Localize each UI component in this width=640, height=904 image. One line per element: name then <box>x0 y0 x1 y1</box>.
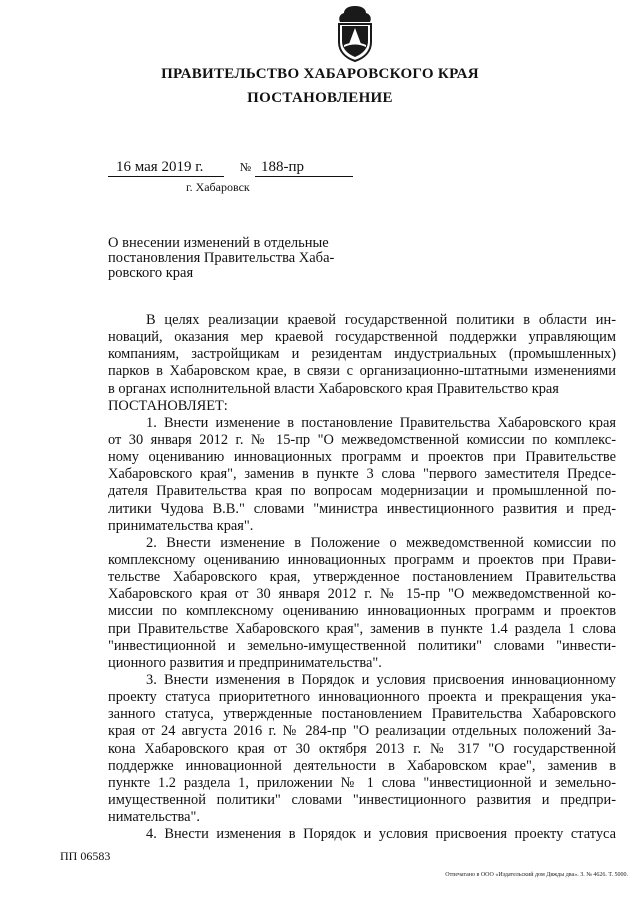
body-line: принимательства края". <box>108 517 254 534</box>
document-code: ПП 06583 <box>60 849 111 863</box>
document-subject <box>108 236 348 281</box>
body-line: В целях реализации краевой государственной политики в области ин- <box>146 312 616 328</box>
document-city: г. Хабаровск <box>186 180 250 194</box>
document-type: ПОСТАНОВЛЕНИЕ <box>247 90 393 106</box>
body-line: миссии по комплексному оцениванию инновационных программ и проектов <box>108 603 616 620</box>
body-line: при Правительстве Хабаровского края", заменив в пункте 1.4 раздела 1 слова <box>108 620 616 637</box>
document-date: 16 мая 2019 г. <box>108 159 224 177</box>
body-line: поддержке инновационной деятельности в Хабаровском крае", заменив в <box>108 757 616 774</box>
body-line: комплексному оцениванию инновационных программ и проектов при Прави- <box>108 551 616 568</box>
body-line: 4. Внести изменения в Порядок и условия присвоения проекту статуса <box>146 826 616 843</box>
body-line: "инвестиционной и земельно-имущественной политики" словами "инвести- <box>108 637 616 654</box>
document-body <box>108 312 616 843</box>
body-line: парков в Хабаровском крае, в связи с организационно-штатными изменениями <box>108 363 616 380</box>
body-line: ПОСТАНОВЛЯЕТ: <box>108 397 228 414</box>
body-line: литики Чудова В.В." словами "министра инвестиционного развития и пред- <box>108 500 616 517</box>
coat-of-arms-emblem <box>334 4 376 62</box>
subject-line: О внесении изменений в отдельные <box>108 235 329 251</box>
body-line: проекту статуса приоритетного инновационного проекта и прекращения ука- <box>108 689 616 706</box>
subject-line: постановления Правительства Хаба- <box>108 250 335 266</box>
body-line: 1. Внести изменение в постановление Правительства Хабаровского края <box>146 414 616 431</box>
body-line: новаций, оказания мер краевой государственной поддержки управляющим <box>108 329 616 346</box>
body-line: кона Хабаровского края от 30 октября 2013 г. № 317 "О государственной <box>108 740 616 757</box>
body-line: в органах исполнительной власти Хабаровского края Правительство края <box>108 380 559 397</box>
body-line: Хабаровского края", заменив в пункте 3 слова "первого заместителя Предсе- <box>108 466 616 483</box>
date-number-row <box>108 159 353 177</box>
body-line: ному оцениванию инновационных программ и проектов при Правительстве <box>108 449 616 466</box>
body-line: компаниям, застройщикам и резидентам индустриальных (промышленных) <box>108 346 616 363</box>
body-line: края от 24 августа 2016 г. № 284-пр "О реализации отдельных положений За- <box>108 723 616 740</box>
body-line: 2. Внести изменение в Положение о межведомственной комиссии по <box>146 534 616 551</box>
body-line: пункте 1.2 раздела 1, приложении № 1 слова "инвестиционной и земельно- <box>108 774 616 791</box>
document-header <box>0 66 640 107</box>
body-line: ционного развития и предпринимательства". <box>108 654 382 671</box>
body-line: от 30 января 2012 г. № 15-пр "О межведомственной комиссии по комплекс- <box>108 431 616 448</box>
body-line: 3. Внести изменения в Порядок и условия присвоения инновационному <box>146 671 616 688</box>
document-number: 188-пр <box>255 159 353 177</box>
subject-line: ровского края <box>108 265 194 281</box>
body-line: Хабаровского края от 30 января 2012 г. № 15-пр "О межведомственной ко- <box>108 586 616 603</box>
organization-name: ПРАВИТЕЛЬСТВО ХАБАРОВСКОГО КРАЯ <box>161 66 479 82</box>
number-sign: № <box>239 160 252 174</box>
body-line: имущественной политики" словами "инвестиционного развития и предпри- <box>108 791 616 808</box>
printer-imprint: Отпечатано в ООО «Издательский дом Двжды два». З. № 4626. Т. 5000. <box>445 872 628 878</box>
body-line: тельстве Хабаровского края, утвержденное постановлением Правительства <box>108 569 616 586</box>
body-line: дателя Правительства края по вопросам модернизации и промышленной по- <box>108 483 616 500</box>
body-line: нимательства". <box>108 809 200 826</box>
body-line: занного статуса, утвержденные постановлением Правительства Хабаровского <box>108 706 616 723</box>
